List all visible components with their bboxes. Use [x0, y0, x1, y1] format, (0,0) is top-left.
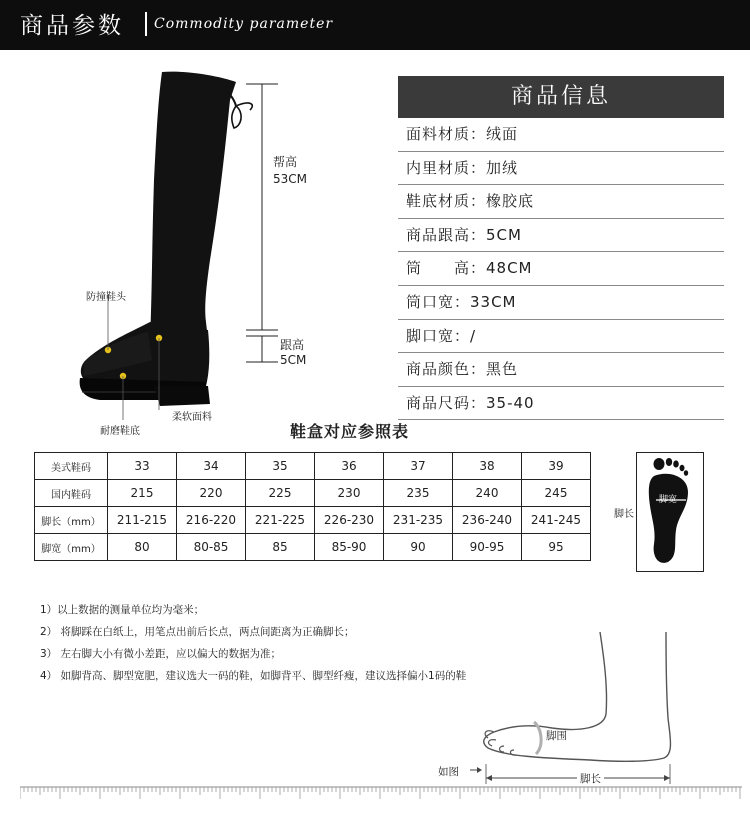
foot-length-label: 脚长: [614, 509, 634, 520]
table-cell: 231-235: [384, 507, 453, 534]
table-cell: 85-90: [315, 534, 384, 561]
table-cell: 39: [522, 453, 591, 480]
note-1: 1）以上数据的测量单位均为毫米；: [40, 604, 205, 616]
table-cell: 35: [246, 453, 315, 480]
table-cell: 34: [177, 453, 246, 480]
table-cell: 220: [177, 480, 246, 507]
foot-width-label: 脚宽: [659, 495, 678, 505]
foot-girth-label: 脚围: [546, 730, 567, 742]
shaft-height-label: 帮高: [273, 155, 298, 169]
footprint-icon: [642, 456, 698, 568]
row-label: 脚长（mm）: [35, 507, 108, 534]
table-cell: 36: [315, 453, 384, 480]
note-3: 3） 左右脚大小有微小差距，应以偏大的数据为准；: [40, 648, 282, 660]
table-cell: 241-245: [522, 507, 591, 534]
callout-soft-fabric: 柔软面料: [172, 412, 212, 423]
table-cell: 90: [384, 534, 453, 561]
info-row-sole: 鞋底材质：橡胶底: [398, 185, 724, 219]
table-cell: 80: [108, 534, 177, 561]
info-row-opening-width: 筒口宽：33CM: [398, 286, 724, 320]
note-2: 2） 将脚踩在白纸上，用笔点出前后长点，两点间距离为正确脚长；: [40, 626, 355, 638]
table-cell: 95: [522, 534, 591, 561]
product-info-table: [398, 76, 724, 420]
info-row-shaft-height: 筒 高：48CM: [398, 252, 724, 286]
header-divider: [145, 12, 147, 36]
header-subtitle: Commodity parameter: [154, 16, 334, 32]
as-shown-label: 如图: [438, 766, 459, 778]
callout-toe-protection: 防撞鞋头: [86, 292, 126, 303]
boot-illustration: [60, 60, 320, 450]
table-row: [35, 507, 591, 534]
table-cell: 240: [453, 480, 522, 507]
table-cell: 236-240: [453, 507, 522, 534]
table-cell: 245: [522, 480, 591, 507]
header-title: 商品参数: [20, 13, 124, 39]
row-label: 国内鞋码: [35, 480, 108, 507]
table-cell: 230: [315, 480, 384, 507]
table-cell: 226-230: [315, 507, 384, 534]
table-cell: 215: [108, 480, 177, 507]
table-row: [35, 534, 591, 561]
row-label: 美式鞋码: [35, 453, 108, 480]
shaft-height-value: 53CM: [273, 172, 308, 186]
table-cell: 211-215: [108, 507, 177, 534]
info-row-color: 商品颜色：黑色: [398, 353, 724, 387]
foot-length-diagram-label: 脚长: [577, 771, 604, 786]
size-table-title: 鞋盒对应参照表: [290, 422, 410, 441]
ruler: [20, 786, 742, 800]
table-cell: 225: [246, 480, 315, 507]
heel-height-value: 5CM: [280, 353, 307, 367]
table-cell: 221-225: [246, 507, 315, 534]
row-label: 脚宽（mm）: [35, 534, 108, 561]
info-row-size: 商品尺码：35-40: [398, 387, 724, 421]
size-table: [34, 452, 591, 561]
table-cell: 90-95: [453, 534, 522, 561]
info-row-heel: 商品跟高：5CM: [398, 219, 724, 253]
table-cell: 38: [453, 453, 522, 480]
table-cell: 37: [384, 453, 453, 480]
foot-measure-diagram: [470, 628, 710, 786]
info-row-ankle-width: 脚口宽：/: [398, 320, 724, 354]
info-row-lining: 内里材质：加绒: [398, 152, 724, 186]
table-row: [35, 480, 591, 507]
table-cell: 235: [384, 480, 453, 507]
note-4: 4） 如脚背高、脚型宽肥，建议选大一码的鞋，如脚背平、脚型纤瘦，建议选择偏小1码的鞋: [40, 670, 467, 682]
table-cell: 80-85: [177, 534, 246, 561]
table-cell: 33: [108, 453, 177, 480]
table-cell: 216-220: [177, 507, 246, 534]
info-row-fabric: 面料材质：绒面: [398, 118, 724, 152]
table-cell: 85: [246, 534, 315, 561]
product-info-title: 商品信息: [398, 76, 724, 118]
table-row: [35, 453, 591, 480]
callout-wear-resistant-sole: 耐磨鞋底: [100, 426, 140, 437]
heel-height-label: 跟高: [280, 338, 305, 352]
